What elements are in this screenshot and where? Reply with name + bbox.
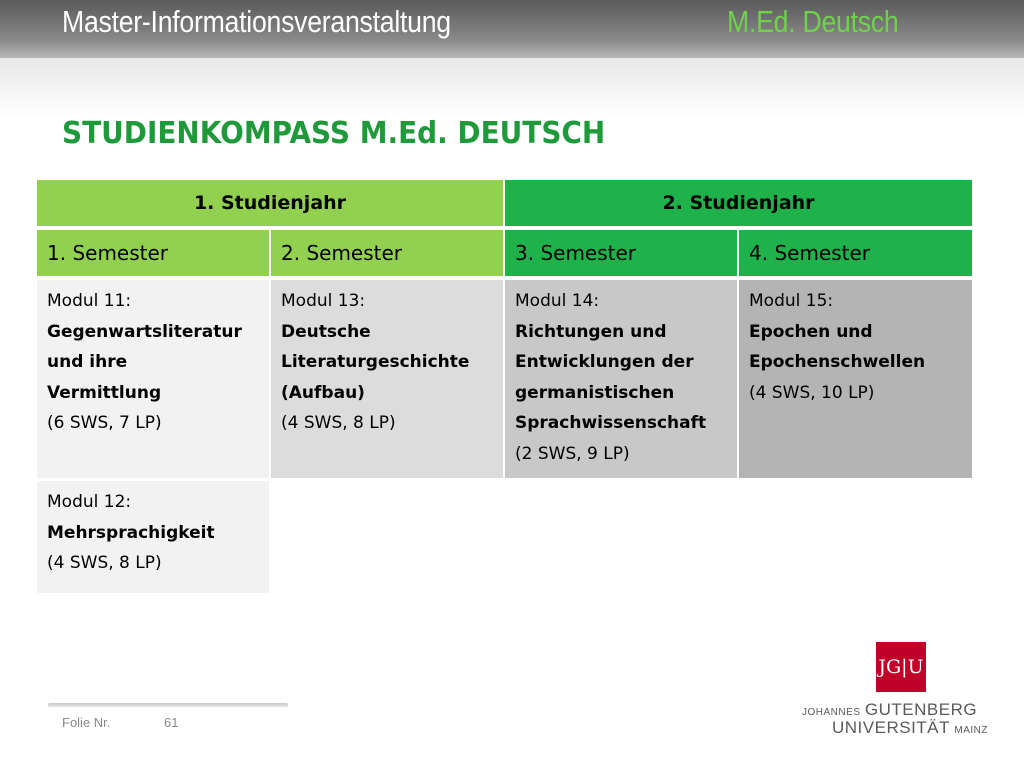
slide-number-label: Folie Nr. bbox=[62, 715, 111, 730]
module-label: Modul 13: bbox=[281, 291, 366, 311]
module-label: Modul 14: bbox=[515, 291, 600, 311]
module-label: Modul 15: bbox=[749, 291, 834, 311]
slide-title: STUDIENKOMPASS M.Ed. DEUTSCH bbox=[62, 116, 606, 151]
jgu-logo-mark bbox=[876, 642, 926, 692]
header-program-name: M.Ed. Deutsch bbox=[727, 4, 899, 39]
module-title-line: (Aufbau) bbox=[281, 382, 365, 403]
header-event-title: Master-Informationsveranstaltung bbox=[62, 4, 451, 39]
module-title-line: Mehrsprachigkeit bbox=[47, 522, 215, 543]
year-header-2: 2. Studienjahr bbox=[505, 180, 972, 226]
module-title-line: Literaturgeschichte bbox=[281, 352, 470, 372]
semester-header-1: 1. Semester bbox=[37, 230, 269, 276]
header-fade bbox=[0, 58, 1024, 118]
module-title-line: Richtungen und bbox=[515, 321, 667, 342]
semester-header-4: 4. Semester bbox=[739, 230, 972, 276]
year-header-1: 1. Studienjahr bbox=[37, 180, 503, 226]
module-title-line: Gegenwartsliteratur bbox=[47, 321, 242, 342]
module-title-line: und ihre bbox=[47, 352, 128, 372]
module-credits: (6 SWS, 7 LP) bbox=[47, 413, 162, 433]
module-title-line: Entwicklungen der bbox=[515, 352, 694, 372]
university-name-line1: JOHANNES GUTENBERG bbox=[802, 700, 978, 719]
module-title-line: Epochen und bbox=[749, 321, 873, 342]
module-cell-14 bbox=[505, 280, 737, 478]
module-label: Modul 11: bbox=[47, 291, 132, 311]
module-cell-13 bbox=[271, 280, 503, 478]
module-title-line: Vermittlung bbox=[47, 382, 162, 403]
module-cell-11 bbox=[37, 280, 269, 478]
module-title-line: Sprachwissenschaft bbox=[515, 413, 707, 433]
module-cell-15 bbox=[739, 280, 972, 478]
jgu-logo-text: JG|U bbox=[878, 656, 924, 678]
module-credits: (4 SWS, 10 LP) bbox=[749, 382, 875, 403]
module-title-line: Epochenschwellen bbox=[749, 352, 926, 372]
footer-divider bbox=[48, 703, 288, 707]
university-name-line2: UNIVERSITÄT MAINZ bbox=[832, 718, 988, 737]
module-title-line: Deutsche bbox=[281, 321, 371, 342]
module-cell-12 bbox=[37, 481, 269, 593]
semester-header-3: 3. Semester bbox=[505, 230, 737, 276]
module-title-line: germanistischen bbox=[515, 382, 675, 403]
slide-number: 61 bbox=[164, 715, 179, 730]
module-credits: (2 SWS, 9 LP) bbox=[515, 443, 630, 464]
semester-header-2: 2. Semester bbox=[271, 230, 503, 276]
module-label: Modul 12: bbox=[47, 492, 132, 512]
module-credits: (4 SWS, 8 LP) bbox=[47, 553, 162, 573]
module-credits: (4 SWS, 8 LP) bbox=[281, 413, 396, 433]
